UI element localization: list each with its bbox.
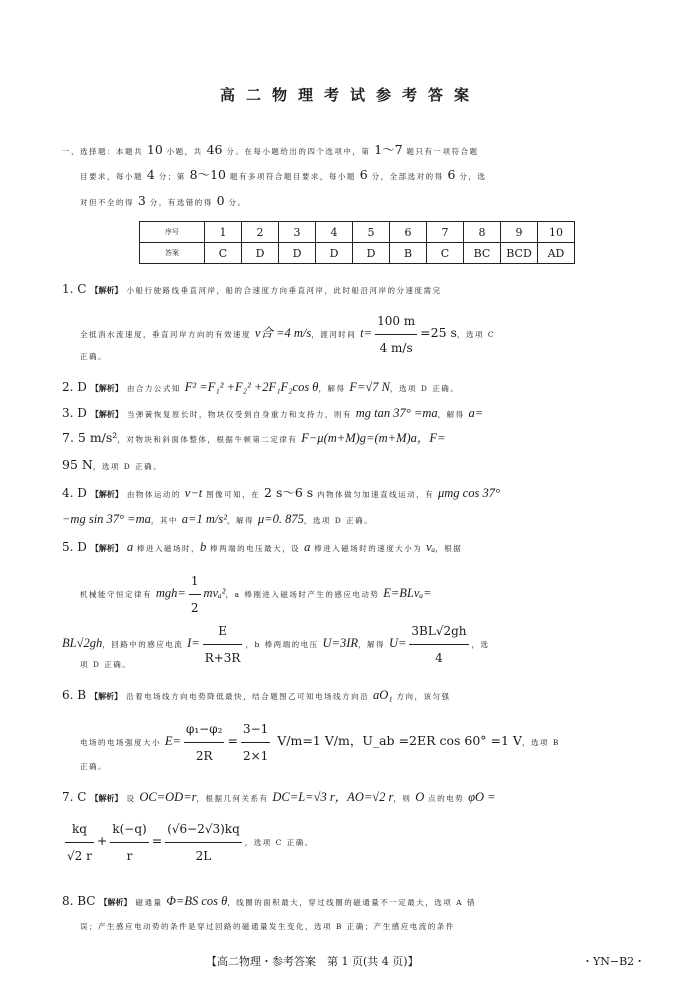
fraction: $\frac{100 m}{4 m/s}$ <box>375 308 417 361</box>
page-title: 高二物理考试参考答案 <box>219 86 480 104</box>
q3-line-2: 7. 5 m/s²，对物块和斜面体整体，根据牛顿第二定律有 F−μ(m+M)g=(m+M)a，F= <box>62 430 446 445</box>
table-row-numbers <box>140 222 575 243</box>
q5-line-2: 机械能守恒定律有 mgh= $\frac{1}{2}$ mvₐ²，a 棒刚进入磁场时产生的感应电动势 E=BLvₐ= <box>80 568 680 621</box>
q7-line-1: 7. C 【解析】 设 OC=OD=r，根据几何关系有 DC=L=√3 r，AO=√2 r，则 O 点的电势 φO = <box>62 790 496 804</box>
table-cell: 7 <box>427 222 464 243</box>
table-cell: 6 <box>390 222 427 243</box>
q4-line-1: 4. D 【解析】 由物体运动的 v−t 图像可知，在 2 s～6 s 内物体做匀加速直线运动，有 μmg cos 37° <box>62 485 500 500</box>
table-cell: 3 <box>279 222 316 243</box>
q5-line-1: 5. D 【解析】 a 棒进入磁场时，b 棒两端的电压最大，设 a 棒进入磁场时的速度大小为 vₐ，根据 <box>62 540 463 554</box>
q6-line-3: 正确。 <box>80 762 107 771</box>
answer-table <box>139 221 575 264</box>
table-cell: D <box>242 243 279 264</box>
q7-line-2: $\frac{kq}{√2 r}$ + $\frac{k(-q)}{r}$ = $\frac{(√6-2√3)kq}{2L}$ ，选项 C 正确。 <box>62 816 662 869</box>
q3-line-3: 95 N，选项 D 正确。 <box>62 457 163 472</box>
fraction: $\frac{3-1}{2\times 1}$ <box>241 716 270 769</box>
fraction: $\frac{3BL√2gh}{4}$ <box>409 618 468 671</box>
q5-line-3: BL√2gh，回路中的感应电流 I= $\frac{E}{R+3R}$ ，b 棒两端的电压 U=3IR，解得 U= $\frac{3BL√2gh}{4}$ ，选 <box>62 618 662 671</box>
table-cell: D <box>316 243 353 264</box>
footer-page-info: 【高二物理・参考答案 第 1 页(共 4 页)】 <box>206 955 419 968</box>
q4-line-2: −mg sin 37° =ma，其中 a=1 m/s²，解得 μ=0. 875，选项 D 正确。 <box>62 512 374 526</box>
intro-line-3: 对但不全的得 3 分，有选错的得 0 分。 <box>80 193 247 208</box>
table-cell: BCD <box>501 243 538 264</box>
q6-line-2: 电场的电场强度大小 E= $\frac{\text{φ₁−φ₂}}{2R}$ = $\frac{3-1}{2\times 1}$ V/m=1 V/m，U_ab =2ER cos 60° =1 V，选项 B <box>80 716 680 769</box>
table-cell: 4 <box>316 222 353 243</box>
table-cell: D <box>353 243 390 264</box>
fraction: $\frac{E}{R+3R}$ <box>203 618 243 671</box>
table-cell: 1 <box>205 222 242 243</box>
table-cell: 2 <box>242 222 279 243</box>
q3-line-1: 3. D 【解析】 当弹簧恢复原长时，物块仅受到自身重力和支持力，则有 mg tan 37° =ma，解得 a= <box>62 406 484 420</box>
q8-line-2: 误；产生感应电动势的条件是穿过回路的磁通量发生变化，选项 B 正确；产生感应电流的条件 <box>80 922 455 931</box>
q5-line-4: 项 D 正确。 <box>80 660 132 669</box>
table-answer-label: 答案 <box>140 243 205 264</box>
table-cell: B <box>390 243 427 264</box>
table-cell: C <box>427 243 464 264</box>
intro-line-2: 目要求，每小题 4 分；第 8～10 题有多项符合题目要求，每小题 6 分，全部选对的得 6 分，选 <box>80 167 487 182</box>
intro-line-1: 一、选择题：本题共 10 小题，共 46 分。在每小题给出的四个选项中，第 1～7 题只有一项符合题 <box>62 142 479 157</box>
q1-line-2: 全抵消水流速度，垂直河岸方向的有效速度 v合 =4 m/s，渡河时间 t= $\frac{100 m}{4 m/s}$ =25 s，选项 C <box>80 308 680 361</box>
fraction: $\frac{(√6-2√3)kq}{2L}$ <box>165 816 242 869</box>
table-cell: BC <box>464 243 501 264</box>
fraction: $\frac{kq}{√2 r}$ <box>65 816 94 869</box>
table-cell: D <box>279 243 316 264</box>
fraction: $\frac{k(-q)}{r}$ <box>110 816 148 869</box>
fraction: $\frac{\text{φ₁−φ₂}}{2R}$ <box>184 716 224 769</box>
q8-line-1: 8. BC 【解析】 磁通量 Φ=BS cos θ，线圈的面积最大，穿过线圈的磁通量不一定最大，选项 A 错 <box>62 894 476 908</box>
table-cell: 10 <box>538 222 575 243</box>
table-cell: AD <box>538 243 575 264</box>
table-cell: 9 <box>501 222 538 243</box>
q1-line-3: 正确。 <box>80 352 107 361</box>
q1-line-1: 1. C 【解析】 小船行驶路线垂直河岸，船的合速度方向垂直河岸，此时船沿河岸的分速度需完 <box>62 282 442 296</box>
q2-line-1: 2. D 【解析】 由合力公式知 F² =F₁² +F₂² +2F₁F₂cos θ，解得 F=√7 N，选项 D 正确。 <box>62 380 460 394</box>
q6-line-1: 6. B 【解析】 沿着电场线方向电势降低最快，结合题图乙可知电场线方向沿 aO₁ 方向，该匀强 <box>62 688 451 702</box>
fraction: $\frac{1}{2}$ <box>189 568 201 621</box>
table-cell: 5 <box>353 222 390 243</box>
table-cell: C <box>205 243 242 264</box>
table-cell: 8 <box>464 222 501 243</box>
table-row-answers <box>140 243 575 264</box>
footer-code: ・YN−B2・ <box>582 955 646 968</box>
table-header-label: 序号 <box>140 222 205 243</box>
